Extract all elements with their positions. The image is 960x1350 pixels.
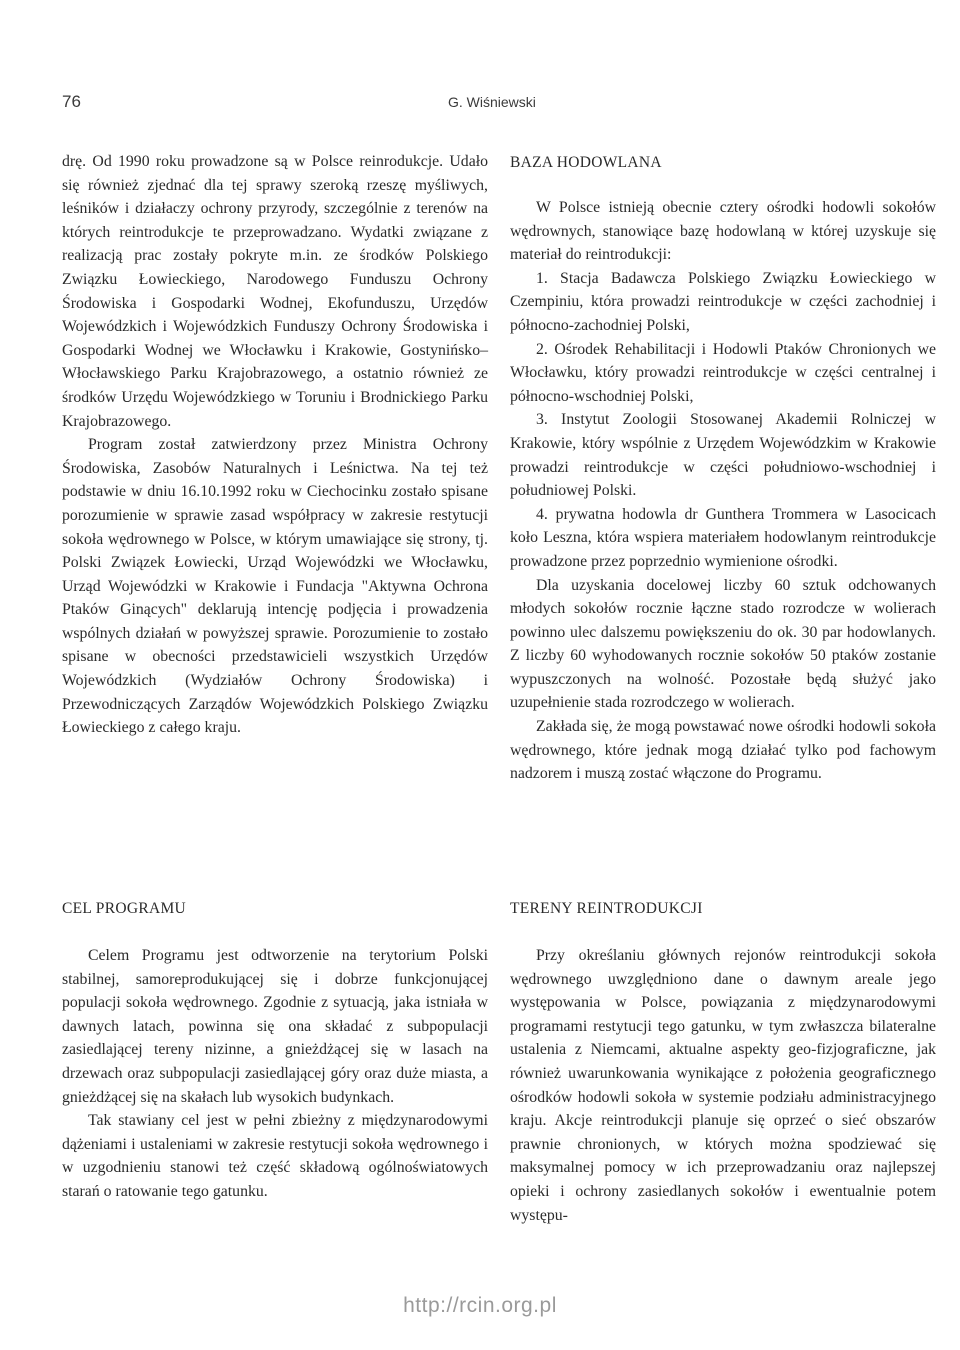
running-head-author: G. Wiśniewski xyxy=(448,94,536,110)
paragraph: Przy określaniu głównych rejonów reintrodukcji sokoła wędrownego uwzględniono dane o dawnym areale jego występowania w Polsce, powiązania z międzynarodowymi programami restytucji tego gatunku, w tym zwłaszcza bilateralne ustalenia z Niemcami, aktualne aspekty geo-fizjograficzne, jak również uwarunkowania wynikające z położenia geograficznego ośrodków hodowli sokoła w systemie podziału administracyjnego kraju. Akcje reintrodukcji planuje się oprzeć o sieć obszarów prawnie chronionych, w których można spodziewać się maksymalnej pomocy w ich przeprowadzaniu oraz najlepszej opieki i ochrony zasiedlanych sokołów i ewentualnie potem występu- xyxy=(510,947,936,1224)
paragraph: Dla uzyskania docelowej liczby 60 sztuk odchowanych młodych sokołów rocznie łączne stado rozrodcze w wolierach powinno ulec dalszemu powiększeniu do ok. 30 par hodowlanych. Z liczby 60 wyhodowanych rocznie sokołów 50 ptaków zostanie wypuszczonych na wolność. Pozostałe będą służyć jako uzupełnienie stada rozrodczego w wolierach. xyxy=(510,576,936,712)
paragraph: Program został zatwierdzony przez Ministra Ochrony Środowiska, Zasobów Naturalnych i Leśnictwa. Na tej też podstawie w dniu 16.10.1992 roku w Ciechocinku zostało spisane porozumienie w sprawie zasad współpracy w zakresie restytucji sokoła wędrownego w Polsce, w którym umawiające się strony, tj. Polski Związek Łowiecki, Urząd Wojewódzki we Włocławku, Urząd Wojewódzki w Krakowie i Fundacja "Aktywna Ochrona Ptaków Ginących" deklarują intencję podjęcia i prowadzenia wspólnych działań w powyższej sprawie. Porozumienie to zostało spisane w obecności przedstawicieli wszystkich Urzędów Wojewódzkich (Wydziałów Ochrony Środowiska) i Przewodniczących Zarządów Wojewódzkich Polskiego Związku Łowieckiego z całego kraju. xyxy=(62,436,488,737)
right-column-bottom xyxy=(510,944,936,1227)
watermark-url: http://rcin.org.pl xyxy=(403,1294,557,1317)
page-number: 76 xyxy=(62,92,81,111)
list-item: 4. prywatna hodowla dr Gunthera Trommera w Lasocicach koło Leszna, która wspiera materiałem hodowlanym reintrodukcje prowadzone przez poprzednio wymienione ośrodki. xyxy=(510,505,936,570)
paragraph: Celem Programu jest odtworzenie na terytorium Polski stabilnej, samoreprodukującej się i dobrze funkcjonującej populacji sokoła wędrownego. Zgodnie z sytuacją, jaka istniała w dawnych latach, powinna się ona składać z subpopulacji zasiedlającej tereny nizinne, a gnieżdżącej się w lasach na drzewach oraz subpopulacji zasiedlającej góry oraz duże miasta, a gnieżdżącej się na skałach lub wysokich budynkach. xyxy=(62,947,488,1106)
section-heading-tereny: TERENY REINTRODUKCJI xyxy=(510,900,703,917)
left-column-top xyxy=(62,150,488,740)
list-item: 3. Instytut Zoologii Stosowanej Akademii Rolniczej w Krakowie, który wspólnie z Urzędem Wojewódzkim w Krakowie prowadzi reintrodukcje w części południowo-wschodniej i południowej Polski. xyxy=(510,411,936,500)
left-column-bottom xyxy=(62,944,488,1204)
paragraph: W Polsce istnieją obecnie cztery ośrodki hodowli sokołów wędrownych, stanowiące bazę hodowlaną w której uzyskuje się materiał do reintrodukcji: xyxy=(510,199,936,264)
right-column-top xyxy=(510,196,936,786)
list-item: 1. Stacja Badawcza Polskiego Związku Łowieckiego w Czempiniu, która prowadzi reintrodukcje w części zachodniej i północno-zachodniej Polski, xyxy=(510,269,936,334)
section-heading-cel: CEL PROGRAMU xyxy=(62,900,187,917)
paragraph: Tak stawiany cel jest w pełni zbieżny z międzynarodowymi dążeniami i ustaleniami w zakresie restytucji sokoła wędrownego i w uzgodnieniu stanowi też część składową ogólnoświatowych starań o ratowanie tego gatunku. xyxy=(62,1112,488,1200)
paragraph: Zakłada się, że mogą powstawać nowe ośrodki hodowli sokoła wędrownego, które jednak mogą działać tylko pod fachowym nadzorem i muszą zostać włączone do Programu. xyxy=(510,718,936,783)
paragraph: drę. Od 1990 roku prowadzone są w Polsce reinrodukcje. Udało się również zjednać dla tej sprawy szeroką rzeszę myśliwych, leśników i działaczy ochrony przyrody, szczególnie z terenów na których reintrodukcje te przeprowadzano. Wydatki związane z realizacją prac zostały pokryte m.in. ze środków Polskiego Związku Łowieckiego, Narodowego Funduszu Ochrony Środowiska i Gospodarki Wodnej, Ekofunduszu, Urzędów Wojewódzkich i Wojewódzkich Funduszy Ochrony Środowiska i Gospodarki Wodnej we Włocławku i Krakowie, Gostynińsko–Włocławskiego Parku Krajobrazowego, a ostatnio również ze środków Urzędu Wojewódzkiego w Toruniu i Brodnickiego Parku Krajobrazowego. xyxy=(62,153,488,430)
list-item: 2. Ośrodek Rehabilitacji i Hodowli Ptaków Chronionych we Włocławku, który prowadzi reintrodukcje w części centralnej i północno-wschodniej Polski, xyxy=(510,340,936,405)
section-heading-baza: BAZA HODOWLANA xyxy=(510,154,662,171)
